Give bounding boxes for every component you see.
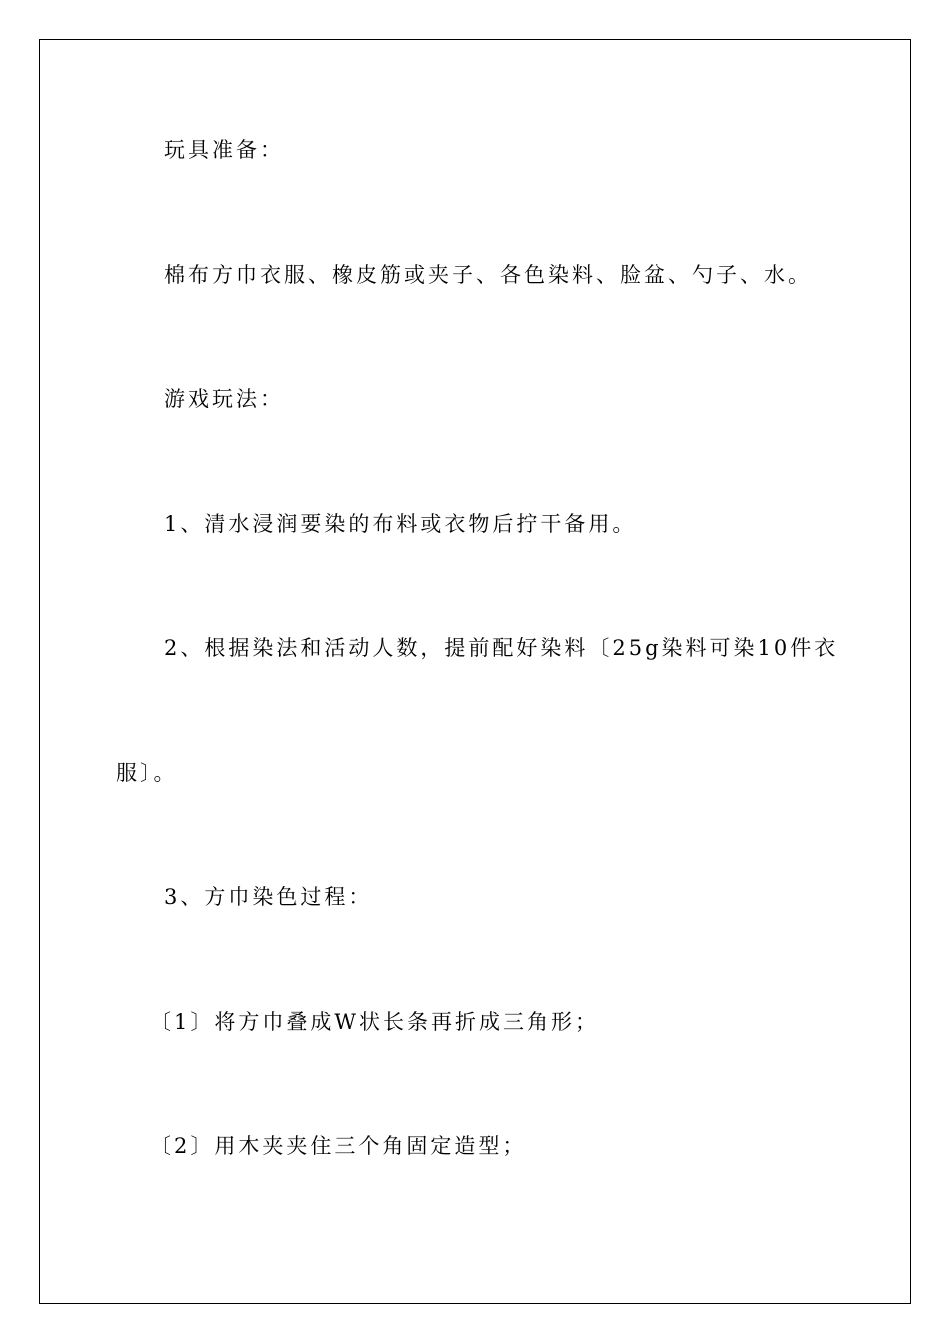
sub-step-1: 〔1〕将方巾叠成W状长条再折成三角形； <box>150 1010 599 1034</box>
paragraph-materials: 棉布方巾衣服、橡皮筋或夹子、各色染料、脸盆、勺子、水。 <box>164 263 812 287</box>
step-1: 1、清水浸润要染的布料或衣物后拧干备用。 <box>164 512 637 536</box>
sub-step-2: 〔2〕用木夹夹住三个角固定造型； <box>150 1134 527 1158</box>
page-border <box>39 39 911 1304</box>
heading-toy-preparation: 玩具准备： <box>164 138 284 162</box>
step-2: 2、根据染法和活动人数，提前配好染料〔25g染料可染10件衣 <box>164 636 839 660</box>
step-3: 3、方巾染色过程： <box>164 885 373 909</box>
heading-how-to-play: 游戏玩法： <box>164 387 284 411</box>
step-2-continued: 服〕。 <box>116 761 178 785</box>
